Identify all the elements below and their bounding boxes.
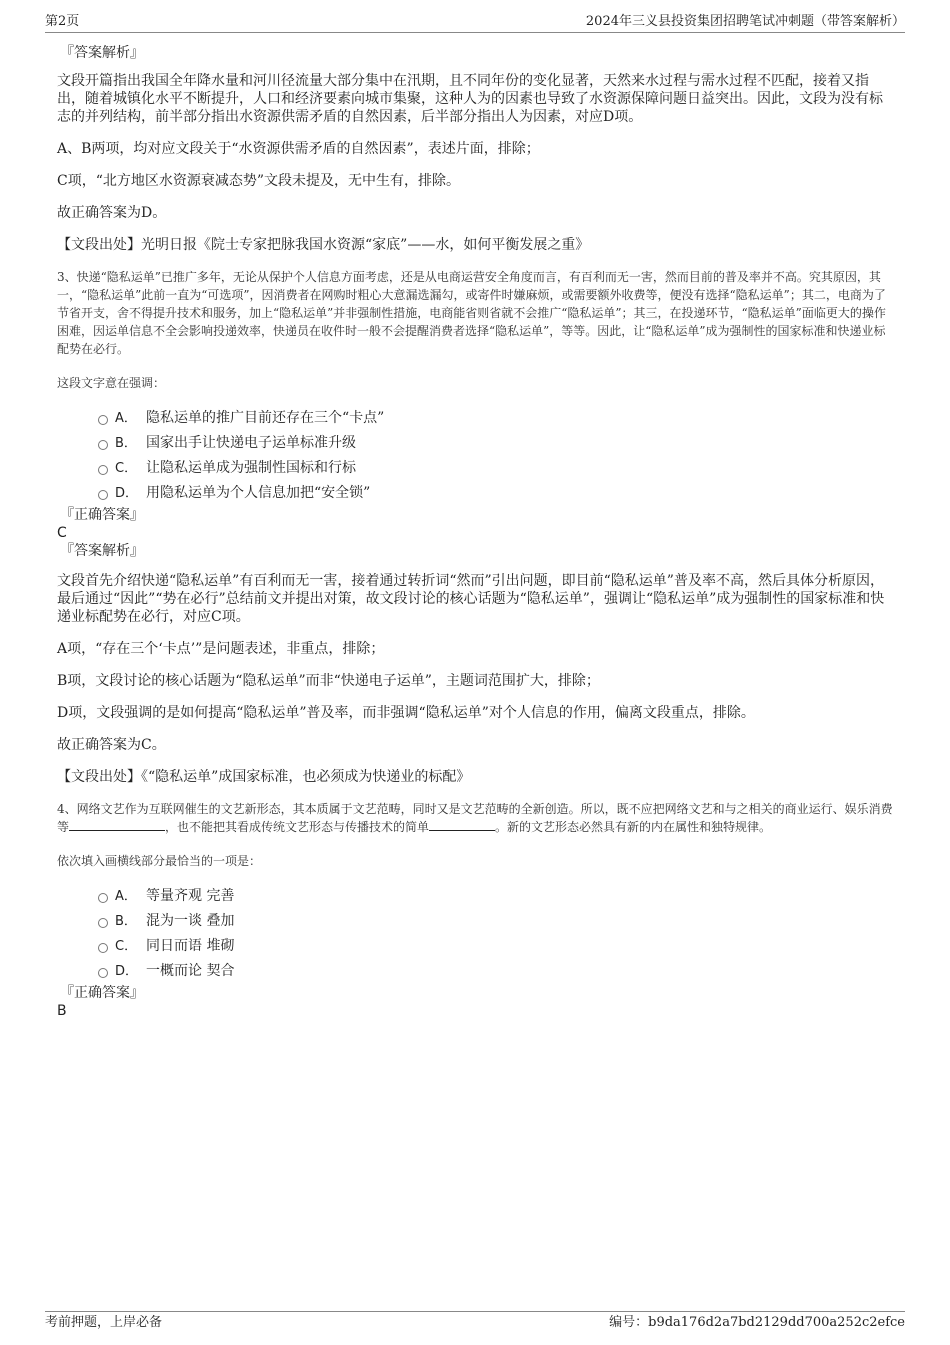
question-prompt: 这段文字意在强调： [57, 376, 166, 390]
question-stem [57, 800, 895, 836]
analysis-heading: 『答案解析』 [60, 45, 144, 61]
option-text: 同日而语 堆砌 [146, 938, 235, 954]
option-label: D． [115, 964, 139, 979]
page-number: 第2页 [45, 14, 80, 29]
option-text: 让隐私运单成为强制性国标和行标 [146, 460, 356, 476]
question-stem: 3、快递“隐私运单”已推广多年，无论从保护个人信息方面考虑，还是从电商运营安全角度而言，有百利而无一害，然而目前的普及率并不高。究其原因，其一，“隐私运单”此前一直为“可选项”，因消费者在网购时粗心大意漏选漏勾，或寄件时嫌麻烦，或需要额外收费等，便没有选择“隐私运单”；其二，电商为了节省开支，舍不得提升技术和服务，加上“隐私运单”并非强制性措施，电商能省则省就不会推广“隐私运单”；其三，在投递环节，“隐私运单”面临更大的操作困难，因运单信息不全会影响投递效率，快递员在收件时一般不会提醒消费者选择“隐私运单”，等等。因此，让“隐私运单”成为强制性的国家标准和快递业标配势在必行。 [57, 270, 886, 356]
radio-icon[interactable] [98, 490, 108, 500]
source-citation: 【文段出处】光明日报《院士专家把脉我国水资源“家底”——水，如何平衡发展之重》 [57, 237, 590, 253]
fill-blank-2 [429, 818, 495, 831]
footer-slogan: 考前押题，上岸必备 [45, 1315, 163, 1330]
page-content [57, 44, 895, 1020]
stem-part: ，也不能把其看成传统文艺形态与传播技术的简单 [165, 820, 430, 834]
stem-part: 4、网络文艺作为互联网催生的文艺新形态，其本质属于文艺范畴，同时又是文艺范畴的全新创造。所以，既不应把网络文艺和与之相关的商业运行、娱乐消费等 [57, 802, 893, 834]
radio-icon[interactable] [98, 440, 108, 450]
option-label: A． [115, 411, 137, 426]
correct-answer: B [57, 1003, 67, 1019]
option-text: 等量齐观 完善 [146, 888, 235, 904]
radio-icon[interactable] [98, 465, 108, 475]
radio-icon[interactable] [98, 893, 108, 903]
analysis-paragraph: D项，文段强调的是如何提高“隐私运单”普及率，而非强调“隐私运单”对个人信息的作用，偏离文段重点，排除。 [57, 705, 755, 721]
document-id: 编号：b9da176d2a7bd2129dd700a252c2efce [609, 1315, 905, 1330]
correct-answer-heading: 『正确答案』 [60, 507, 144, 523]
option-label: C． [115, 939, 138, 954]
document-title: 2024年三义县投资集团招聘笔试冲刺题（带答案解析） [585, 14, 905, 29]
fill-blank-1 [69, 818, 165, 831]
option-text: 一概而论 契合 [146, 963, 235, 979]
option-label: B． [115, 436, 137, 451]
correct-answer-heading: 『正确答案』 [60, 985, 144, 1001]
option-label: B． [115, 914, 137, 929]
option-c[interactable] [57, 456, 895, 481]
option-label: D． [115, 486, 139, 501]
option-a[interactable] [57, 884, 895, 909]
analysis-paragraph: 文段首先介绍快递“隐私运单”有百利而无一害，接着通过转折词“然而”引出问题，即目前“隐私运单”普及率不高，然后具体分析原因，最后通过“因此”“势在必行”总结前文并提出对策，故文段讨论的核心话题为“隐私运单”，强调让“隐私运单”成为强制性的国家标准和快递业标配势在必行，对应C项。 [57, 573, 885, 625]
radio-icon[interactable] [98, 943, 108, 953]
option-a[interactable] [57, 406, 895, 431]
option-d[interactable] [57, 481, 895, 506]
analysis-paragraph: 故正确答案为D。 [57, 205, 167, 221]
stem-part: 。新的文艺形态必然具有新的内在属性和独特规律。 [495, 820, 772, 834]
option-b[interactable] [57, 431, 895, 456]
option-text: 国家出手让快递电子运单标准升级 [146, 435, 356, 451]
option-text: 用隐私运单为个人信息加把“安全锁” [146, 485, 371, 501]
analysis-paragraph: 故正确答案为C。 [57, 737, 166, 753]
option-d[interactable] [57, 959, 895, 984]
option-c[interactable] [57, 934, 895, 959]
radio-icon[interactable] [98, 968, 108, 978]
analysis-paragraph: A项，“存在三个‘卡点’”是问题表述，非重点，排除； [57, 641, 385, 657]
analysis-paragraph: 文段开篇指出我国全年降水量和河川径流量大部分集中在汛期，且不同年份的变化显著，天然来水过程与需水过程不匹配，接着又指出，随着城镇化水平不断提升，人口和经济要素向城市集聚，这种人为的因素也导致了水资源保障问题日益突出。因此，文段为没有标志的并列结构，前半部分指出水资源供需矛盾的自然因素，后半部分指出人为因素，对应D项。 [57, 73, 883, 125]
analysis-paragraph: A、B两项，均对应文段关于“水资源供需矛盾的自然因素”，表述片面，排除； [57, 141, 540, 157]
option-b[interactable] [57, 909, 895, 934]
analysis-heading: 『答案解析』 [60, 543, 144, 559]
option-list [57, 884, 895, 984]
source-citation: 【文段出处】《“隐私运单”成国家标准，也必须成为快递业的标配》 [57, 769, 471, 785]
option-text: 混为一谈 叠加 [146, 913, 235, 929]
page-footer [45, 1311, 905, 1330]
question-prompt: 依次填入画横线部分最恰当的一项是： [57, 854, 262, 868]
option-list [57, 406, 895, 506]
page-header [45, 14, 905, 33]
option-text: 隐私运单的推广目前还存在三个“卡点” [146, 410, 385, 426]
option-label: C． [115, 461, 138, 476]
correct-answer: C [57, 525, 67, 541]
analysis-paragraph: C项，“北方地区水资源衰减态势”文段未提及，无中生有，排除。 [57, 173, 461, 189]
radio-icon[interactable] [98, 415, 108, 425]
option-label: A． [115, 889, 137, 904]
radio-icon[interactable] [98, 918, 108, 928]
analysis-paragraph: B项，文段讨论的核心话题为“隐私运单”而非“快递电子运单”，主题词范围扩大，排除； [57, 673, 600, 689]
